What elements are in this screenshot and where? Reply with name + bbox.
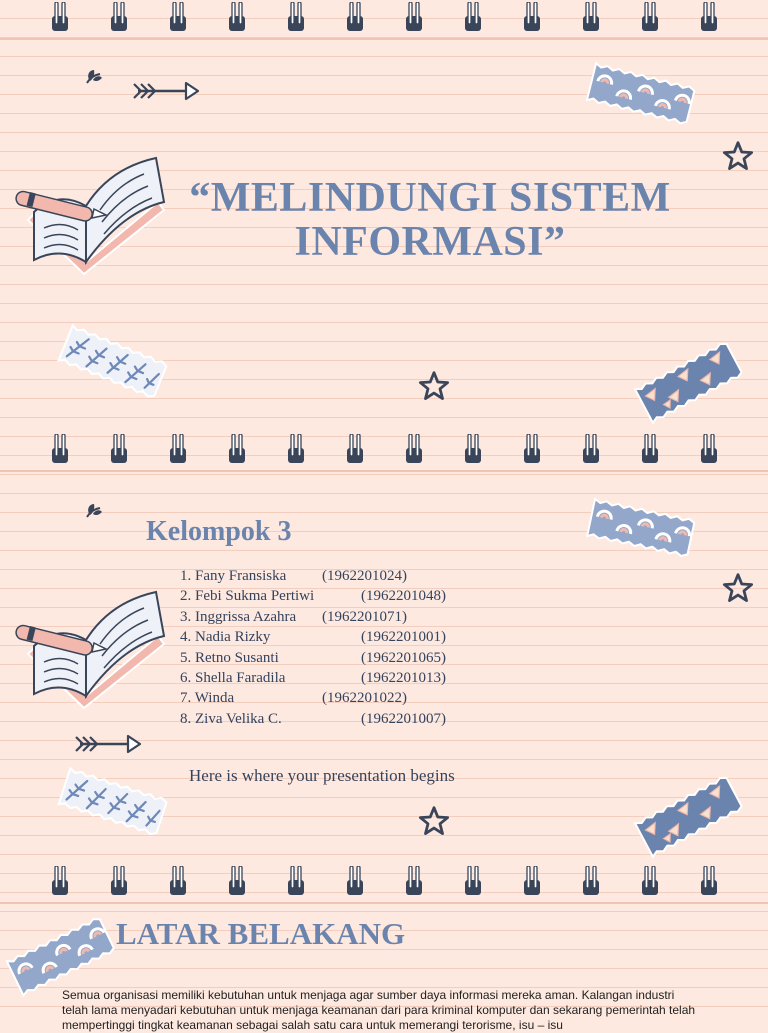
spiral-ring-icon <box>405 866 423 896</box>
slide-group <box>0 432 768 864</box>
spiral-ring-icon <box>582 866 600 896</box>
binding-line <box>0 902 768 904</box>
washi-tape-pizza-icon <box>630 337 748 427</box>
member-nim: (1962201024) <box>322 568 407 584</box>
spiral-ring-icon <box>464 434 482 464</box>
member-nim: (1962201007) <box>361 710 446 727</box>
member-name: 8. Ziva Velika C. <box>180 710 282 727</box>
member-item <box>180 607 407 627</box>
spiral-ring-icon <box>228 2 246 32</box>
member-item <box>180 586 446 606</box>
arrow-icon <box>74 732 144 756</box>
title-line-2: INFORMASI” <box>294 219 566 265</box>
member-nim: (1962201001) <box>361 629 446 646</box>
spiral-ring-icon <box>464 866 482 896</box>
spiral-ring-icon <box>169 2 187 32</box>
spiral-ring-icon <box>287 434 305 464</box>
washi-tape-rainbow-icon <box>582 59 699 128</box>
member-nim: (1962201071) <box>322 608 407 625</box>
binding-line <box>0 470 768 472</box>
arrow-icon <box>132 79 202 103</box>
spiral-ring-icon <box>523 434 541 464</box>
member-name: 5. Retno Susanti <box>180 649 279 666</box>
tagline: Here is where your presentation begins <box>189 766 455 785</box>
member-nim: (1962201065) <box>361 649 446 666</box>
spiral-ring-icon <box>641 866 659 896</box>
spiral-ring-icon <box>346 434 364 464</box>
member-nim: (1962201013) <box>361 669 446 686</box>
leaf-icon <box>84 66 104 86</box>
washi-tape-rainbow-icon <box>583 495 700 561</box>
washi-tape-leaves-icon <box>54 764 172 840</box>
section-heading: LATAR BELAKANG <box>116 916 406 951</box>
member-item <box>180 709 446 729</box>
member-nim: (1962201022) <box>322 690 407 707</box>
member-name: 3. Inggrissa Azahra <box>180 608 297 625</box>
body-paragraph: Semua organisasi memiliki kebutuhan untuk menjaga agar sumber daya informasi mereka aman. Kalangan industri telah lama menyadari kebutuhan untuk menjaga keamanan dari para kriminal komputer dan sekarang pemerintah telah mempertinggi tingkat keamanan sebagai salah satu cara untuk memerangi terorisme, isu – isu <box>62 988 696 1032</box>
spiral-ring-icon <box>405 434 423 464</box>
spiral-ring-icon <box>523 2 541 32</box>
member-item <box>180 566 407 586</box>
presentation-title <box>150 176 710 264</box>
star-icon <box>418 370 450 402</box>
spiral-ring-icon <box>346 2 364 32</box>
washi-tape-pizza-icon <box>630 771 748 861</box>
spiral-ring-icon <box>169 434 187 464</box>
member-list <box>180 566 446 729</box>
spiral-ring-icon <box>582 2 600 32</box>
star-icon <box>418 805 450 837</box>
member-item <box>180 668 446 688</box>
spiral-ring-icon <box>110 866 128 896</box>
member-item <box>180 627 446 647</box>
spiral-ring-icon <box>287 2 305 32</box>
spiral-ring-icon <box>110 2 128 32</box>
spiral-ring-icon <box>110 434 128 464</box>
star-icon <box>722 140 754 172</box>
washi-tape-rainbow-icon <box>2 912 120 1000</box>
spiral-ring-icon <box>405 2 423 32</box>
spiral-ring-icon <box>641 434 659 464</box>
spiral-ring-icon <box>641 2 659 32</box>
spiral-ring-icon <box>51 2 69 32</box>
spiral-ring-icon <box>169 866 187 896</box>
member-name: 2. Febi Sukma Pertiwi <box>180 588 315 605</box>
star-icon <box>722 572 754 604</box>
member-name: 4. Nadia Rizky <box>180 629 271 646</box>
spiral-ring-icon <box>228 434 246 464</box>
spiral-ring-icon <box>700 2 718 32</box>
spiral-ring-icon <box>51 434 69 464</box>
group-heading: Kelompok 3 <box>146 516 292 547</box>
spiral-ring-icon <box>700 866 718 896</box>
spiral-ring-icon <box>346 866 364 896</box>
spiral-ring-icon <box>464 2 482 32</box>
member-name: 6. Shella Faradila <box>180 669 286 686</box>
member-item <box>180 648 446 668</box>
member-name: 7. Winda <box>180 690 235 707</box>
title-line-1: “MELINDUNGI SISTEM <box>189 175 671 221</box>
spiral-ring-icon <box>523 866 541 896</box>
spiral-ring-icon <box>51 866 69 896</box>
member-nim: (1962201048) <box>361 588 446 605</box>
slide-background <box>0 864 768 1032</box>
spiral-ring-icon <box>582 434 600 464</box>
leaf-icon <box>84 500 104 520</box>
member-item <box>180 688 407 708</box>
slide-title <box>0 0 768 432</box>
spiral-ring-icon <box>228 866 246 896</box>
spiral-ring-icon <box>287 866 305 896</box>
spiral-ring-icon <box>700 434 718 464</box>
book-pencil-icon <box>14 584 174 714</box>
member-name: 1. Fany Fransiska <box>180 568 287 584</box>
washi-tape-leaves-icon <box>54 321 172 403</box>
binding-line <box>0 38 768 40</box>
